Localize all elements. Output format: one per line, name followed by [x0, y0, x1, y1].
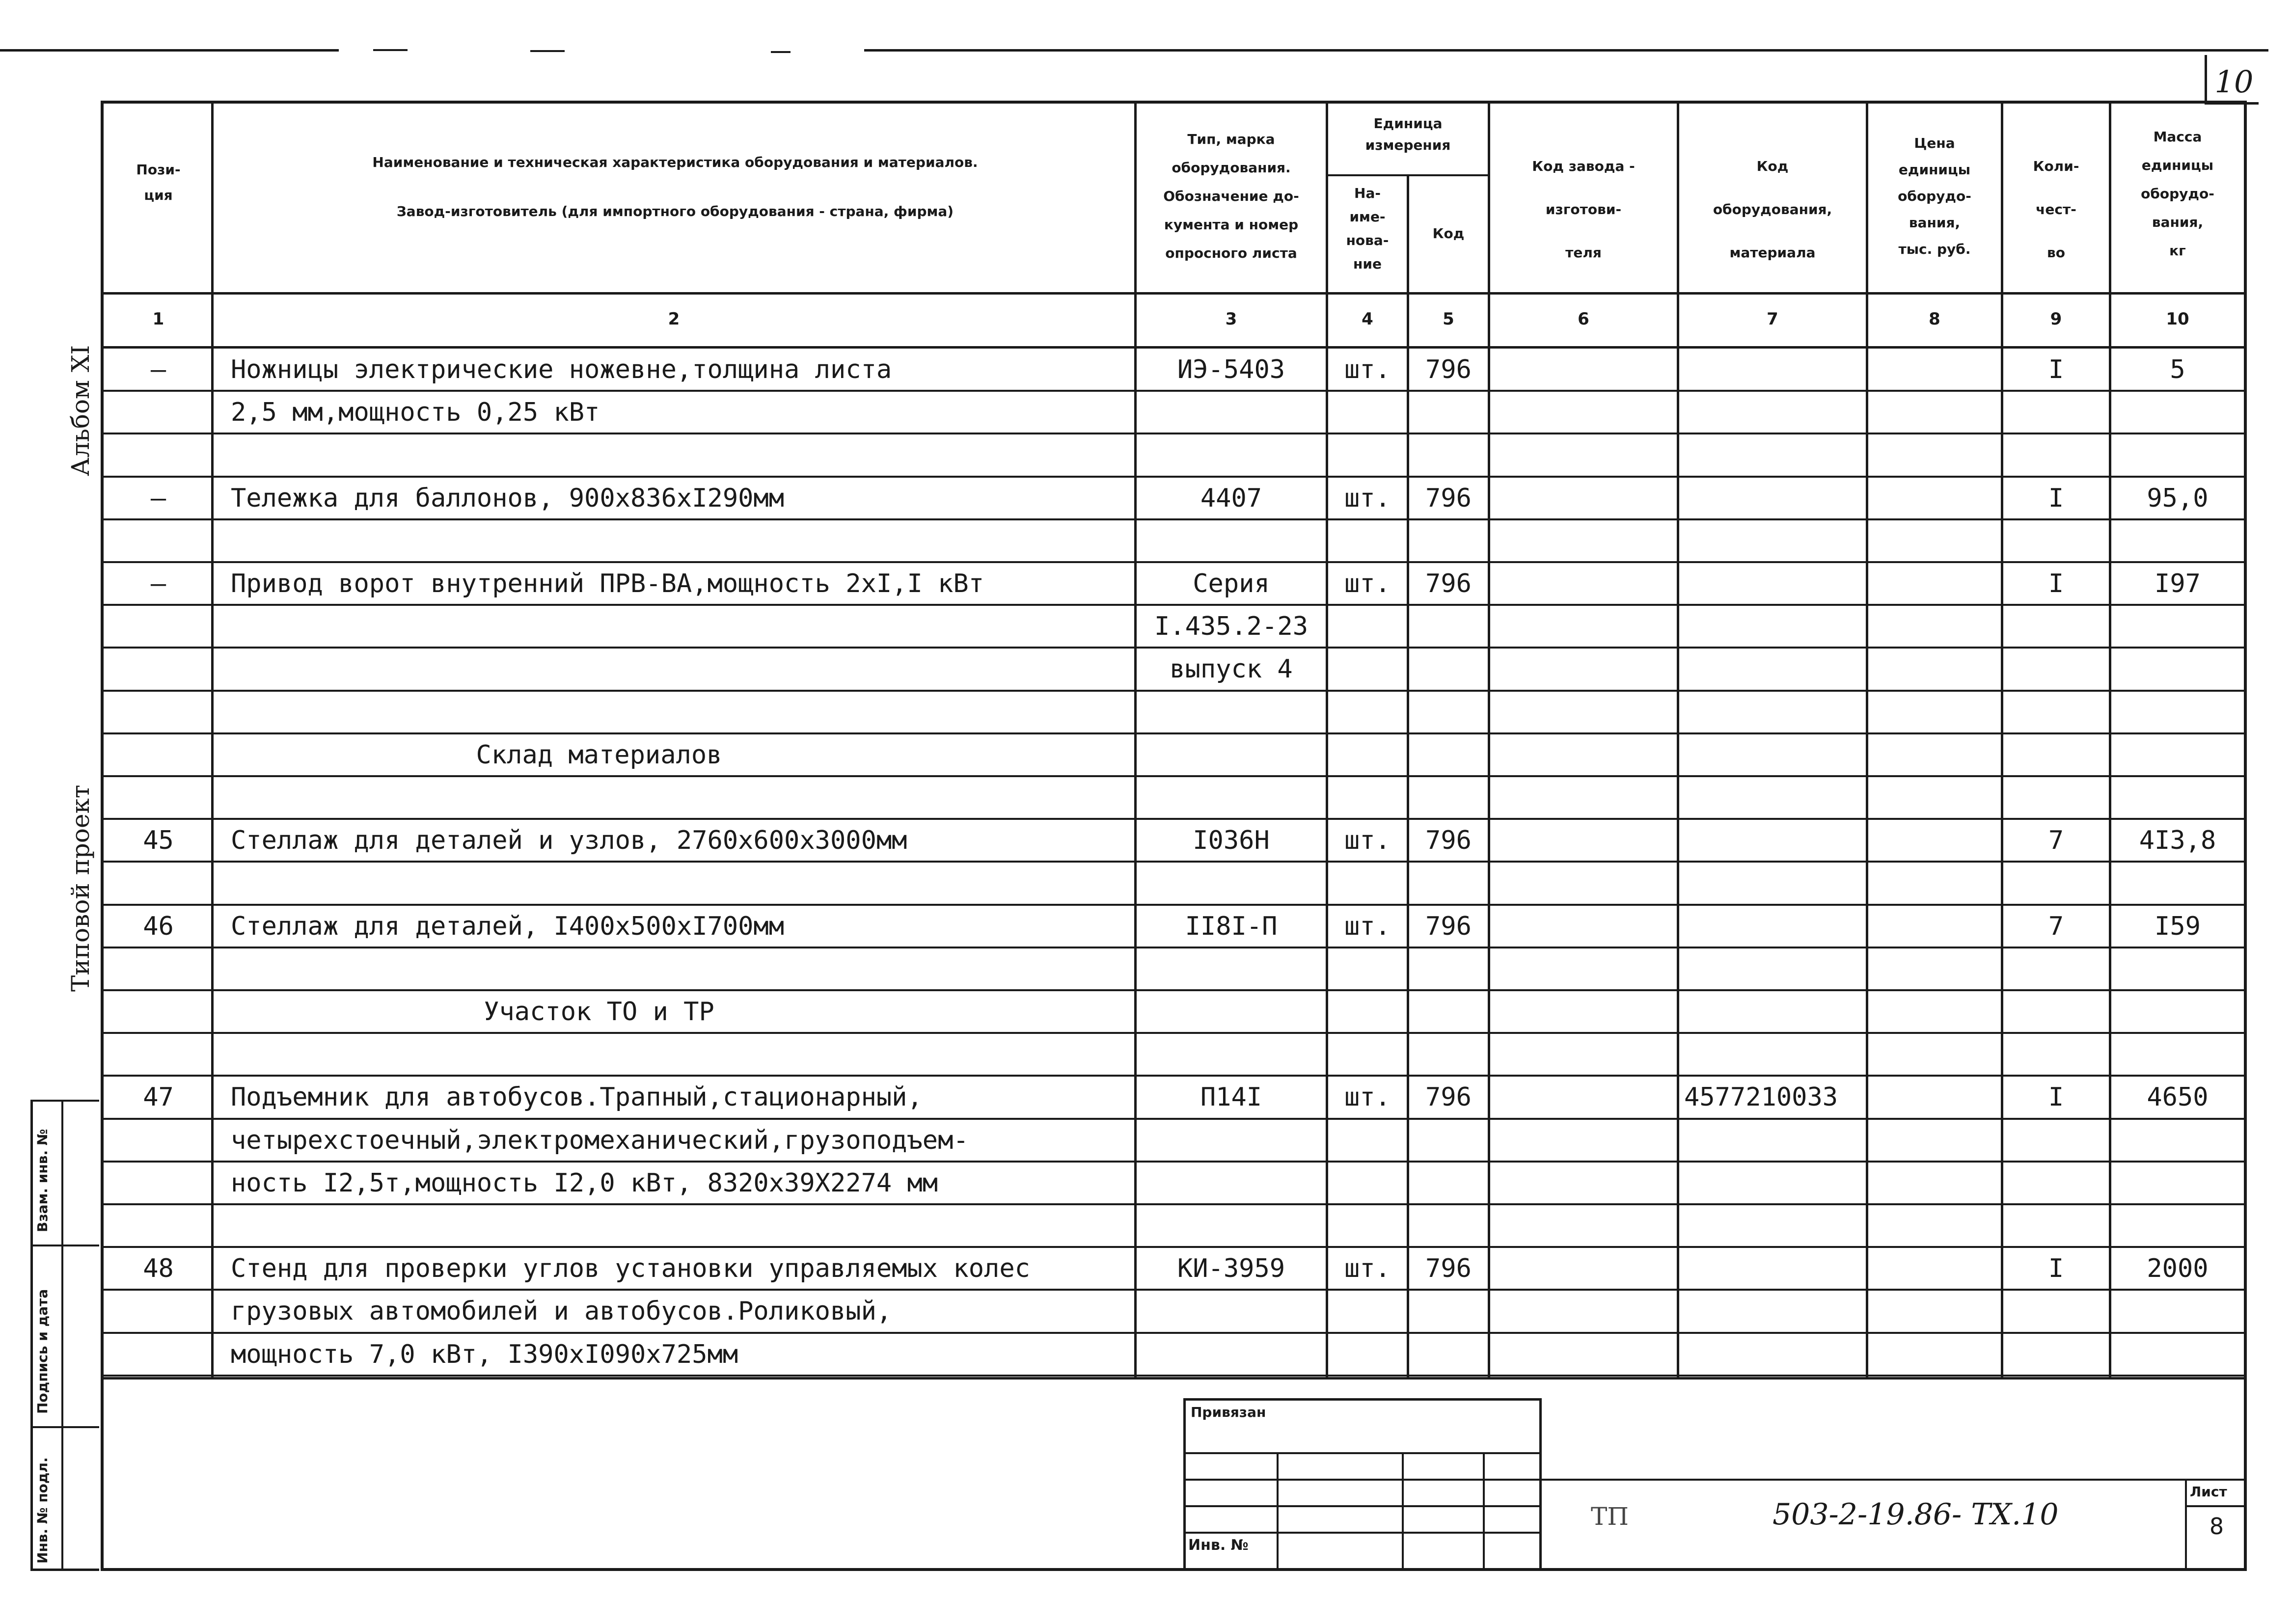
table-cell-name: Участок ТО и ТР	[484, 997, 714, 1027]
hdr-type: Тип, марка оборудования. Обозначение до- кумента и номер опросного листа	[1163, 131, 1299, 261]
stamp-label-inventory: Инв. № подл.	[34, 1457, 51, 1564]
table-cell-mass: I59	[2155, 912, 2201, 941]
hdr-quantity: Коли- чест- во	[2033, 158, 2079, 261]
stamp-div-top	[30, 1100, 99, 1102]
col-number-8: 8	[1929, 309, 1940, 329]
table-cell-name: Склад материалов	[476, 740, 722, 770]
col-number-10: 10	[2166, 309, 2189, 329]
col-sep-5	[1488, 101, 1490, 1380]
top-rule-left	[0, 49, 339, 52]
hdr-name-line1: Наименование и техническая характеристика оборудования и материалов.	[372, 154, 978, 170]
table-cell-code: 796	[1425, 826, 1472, 855]
tb-tied-label: Привязан	[1191, 1404, 1266, 1420]
table-cell-type: выпуск 4	[1170, 654, 1293, 684]
table-cell-unit: шт.	[1344, 1083, 1391, 1112]
hdr-unit-name: На- име- нова- ние	[1346, 185, 1389, 272]
table-cell-type: Серия	[1193, 569, 1270, 598]
tb-tp: ТП	[1591, 1502, 1629, 1531]
table-cell-qty: I	[2048, 1083, 2064, 1112]
table-cell-type: I036Н	[1193, 826, 1270, 855]
table-cell-pos: 48	[143, 1254, 174, 1283]
table-cell-type: П14I	[1200, 1083, 1262, 1112]
table-cell-qty: I	[2048, 1254, 2064, 1283]
album-label: Альбом XI	[66, 345, 95, 476]
col-sep-7	[1866, 101, 1868, 1380]
frame-left	[101, 101, 104, 1571]
col-number-5: 5	[1443, 309, 1454, 329]
col-sep-3	[1326, 101, 1328, 1380]
table-cell-unit: шт.	[1344, 355, 1391, 384]
tb-row-3	[1183, 1505, 1542, 1507]
table-cell-code: 796	[1425, 912, 1472, 941]
col-number-1: 1	[152, 309, 164, 329]
stamp-div-1	[30, 1245, 99, 1246]
project-label: Типовой проект	[66, 785, 95, 992]
tb-sheet-mid	[2185, 1505, 2246, 1507]
table-cell-pos: 45	[143, 826, 174, 855]
table-cell-name: ность I2,5т,мощность I2,0 кВт, 8320х39Х2274 мм	[231, 1168, 938, 1198]
unit-sub-rule	[1326, 174, 1490, 176]
hdr-unit-code: Код	[1432, 225, 1465, 242]
table-cell-name: Стеллаж для деталей и узлов, 2760х600х3000мм	[231, 826, 907, 855]
tb-row-2	[1183, 1479, 1542, 1481]
frame-bottom	[101, 1568, 2246, 1571]
table-cell-mass: I97	[2155, 569, 2201, 598]
table-cell-name: Стеллаж для деталей, I400х500хI700мм	[231, 912, 785, 941]
table-cell-type: I.435.2-23	[1154, 612, 1309, 641]
tb-sheet-label: Лист	[2190, 1484, 2227, 1500]
frame-right	[2244, 101, 2247, 1571]
table-cell-qty: 7	[2048, 912, 2064, 941]
table-cell-pos: –	[150, 484, 166, 513]
col-sep-2	[1134, 101, 1137, 1380]
table-cell-code: 796	[1425, 1254, 1472, 1283]
table-cell-type: II8I-П	[1185, 912, 1278, 941]
table-cell-qty: I	[2048, 484, 2064, 513]
table-cell-type: 4407	[1200, 484, 1262, 513]
hdr-unit: Единица измерения	[1365, 115, 1451, 153]
col-number-4: 4	[1362, 309, 1373, 329]
table-cell-unit: шт.	[1344, 826, 1391, 855]
table-cell-code: 796	[1425, 1083, 1472, 1112]
hdr-factory-code: Код завода - изготови- теля	[1532, 158, 1635, 261]
table-cell-type: ИЭ-5403	[1177, 355, 1285, 384]
tb-tied-left	[1183, 1398, 1186, 1570]
tb-inv-label: Инв. №	[1188, 1537, 1249, 1554]
table-end	[101, 1377, 2246, 1380]
table-cell-unit: шт.	[1344, 569, 1391, 598]
table-cell-code: 796	[1425, 484, 1472, 513]
table-cell-unit: шт.	[1344, 484, 1391, 513]
header-bottom	[101, 292, 2246, 295]
table-cell-pos: –	[150, 355, 166, 384]
tb-row-4	[1183, 1532, 1542, 1534]
table-cell-mass: 4650	[2147, 1083, 2209, 1112]
hdr-price: Цена единицы оборудо- вания, тыс. руб.	[1898, 135, 1971, 257]
top-rule-dash-3	[771, 51, 791, 53]
table-cell-pos: 47	[143, 1083, 174, 1112]
table-cell-mass: 5	[2170, 355, 2185, 384]
tb-col-3	[1483, 1452, 1485, 1570]
tb-col-2	[1402, 1452, 1404, 1570]
table-cell-qty: 7	[2048, 826, 2064, 855]
stamp-div-2	[30, 1426, 99, 1428]
col-sep-9	[2109, 101, 2111, 1380]
table-cell-type: КИ-3959	[1177, 1254, 1285, 1283]
col-sep-8	[2001, 101, 2003, 1380]
table-cell-unit: шт.	[1344, 1254, 1391, 1283]
table-cell-name: 2,5 мм,мощность 0,25 кВт	[231, 398, 600, 427]
table-cell-equip: 4577210033	[1684, 1083, 1838, 1112]
hdr-position: Пози- ция	[136, 162, 181, 203]
page-number: 10	[2214, 64, 2254, 100]
table-cell-unit: шт.	[1344, 912, 1391, 941]
table-cell-name: Тележка для баллонов, 900х836хI290мм	[231, 484, 785, 513]
hdr-name-line2: Завод-изготовитель (для импортного оборудования - страна, фирма)	[396, 203, 954, 219]
table-cell-name: Подъемник для автобусов.Трапный,стационарный,	[231, 1083, 923, 1112]
table-cell-mass: 95,0	[2147, 484, 2209, 513]
stamp-outer-left	[30, 1100, 33, 1571]
stamp-inner-right	[61, 1100, 63, 1571]
tb-main-top	[1542, 1479, 2246, 1481]
table-cell-qty: I	[2048, 355, 2064, 384]
col-number-9: 9	[2050, 309, 2062, 329]
table-cell-qty: I	[2048, 569, 2064, 598]
frame-top	[101, 101, 2246, 104]
tb-tied-top	[1183, 1398, 1542, 1401]
table-cell-pos: –	[150, 569, 166, 598]
stamp-label-signature: Подпись и дата	[34, 1289, 51, 1414]
top-rule-dash-1	[373, 49, 408, 51]
col-number-6: 6	[1578, 309, 1589, 329]
table-cell-name: грузовых автомобилей и автобусов.Роликовый,	[231, 1297, 892, 1326]
col-sep-6	[1677, 101, 1679, 1380]
table-cell-name: мощность 7,0 кВт, I390хI090х725мм	[231, 1340, 738, 1369]
stamp-label-replaced: Взам. инв. №	[34, 1129, 51, 1232]
table-cell-name: Стенд для проверки углов установки управляемых колес	[231, 1254, 1030, 1283]
tb-tied-right	[1539, 1398, 1542, 1570]
page-box-left	[2205, 55, 2207, 104]
col-number-7: 7	[1767, 309, 1778, 329]
table-cell-name: Ножницы электрические ножевне,толщина листа	[231, 355, 892, 384]
table-cell-code: 796	[1425, 355, 1472, 384]
stamp-div-bottom	[30, 1569, 99, 1571]
tb-row-1	[1183, 1452, 1542, 1454]
table-cell-pos: 46	[143, 912, 174, 941]
tb-sheet-number: 8	[2209, 1513, 2224, 1540]
table-cell-mass: 4I3,8	[2139, 826, 2216, 855]
col-number-2: 2	[668, 309, 680, 329]
table-cell-code: 796	[1425, 569, 1472, 598]
col-number-3: 3	[1225, 309, 1237, 329]
table-cell-name: Привод ворот внутренний ПРВ-ВА,мощность 2хI,I кВт	[231, 569, 984, 598]
tb-col-1	[1277, 1452, 1279, 1570]
top-rule-dash-2	[530, 50, 565, 52]
table-cell-name: четырехстоечный,электромеханический,грузоподъем-	[231, 1126, 969, 1155]
table-cell-mass: 2000	[2147, 1254, 2209, 1283]
hdr-mass: Масса единицы оборудо- вания, кг	[2141, 129, 2214, 259]
top-rule-right	[864, 49, 2268, 52]
hdr-equipment-code: Код оборудования, материала	[1713, 158, 1832, 261]
tb-doc-code: 503-2-19.86- ТХ.10	[1773, 1497, 2059, 1532]
col-sep-1	[211, 101, 214, 1380]
